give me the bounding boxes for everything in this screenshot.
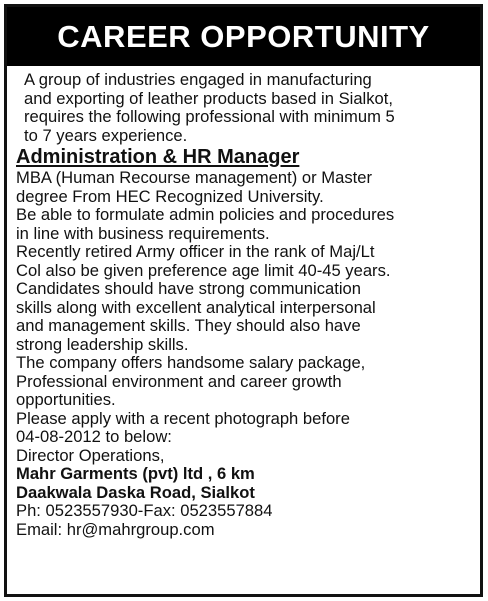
intro-line: to 7 years experience.: [24, 125, 188, 145]
body-line: Be able to formulate admin policies and procedures: [16, 205, 395, 224]
phone-fax: Ph: 0523557930-Fax: 0523557884: [16, 501, 273, 520]
contact-block: [16, 465, 474, 539]
body-line: skills along with excellent analytical interpersonal: [16, 297, 376, 317]
body-line: Recently retired Army officer in the rank of Maj/Lt: [16, 242, 375, 261]
body-line: in line with business requirements.: [16, 223, 270, 243]
intro-paragraph: [16, 71, 474, 145]
body-line: 04-08-2012 to below:: [16, 427, 172, 446]
intro-line: and exporting of leather products based in Sialkot,: [24, 88, 393, 108]
banner-heading: CAREER OPPORTUNITY: [7, 7, 480, 66]
body-line: Candidates should have strong communication: [16, 279, 361, 298]
body-line: Director Operations,: [16, 445, 165, 465]
body-line: strong leadership skills.: [16, 334, 189, 354]
body-line: Please apply with a recent photograph before: [16, 408, 350, 428]
body-line: and management skills. They should also have: [16, 316, 361, 335]
body-line: Col also be given preference age limit 40-45 years.: [16, 260, 391, 280]
job-advertisement: [4, 4, 483, 597]
intro-line: requires the following professional with minimum 5: [24, 107, 395, 126]
intro-line: A group of industries engaged in manufacturing: [24, 70, 372, 89]
company-name: Mahr Garments (pvt) ltd , 6 km: [16, 464, 255, 483]
requirements-body: [16, 169, 474, 465]
position-title: Administration & HR Manager: [16, 146, 300, 168]
email-address: Email: hr@mahrgroup.com: [16, 519, 215, 539]
body-line: Professional environment and career growth: [16, 371, 342, 391]
body-line: The company offers handsome salary package,: [16, 353, 366, 372]
ad-content: [7, 66, 480, 539]
body-line: opportunities.: [16, 390, 116, 409]
body-line: MBA (Human Recourse management) or Master: [16, 168, 372, 187]
body-line: degree From HEC Recognized University.: [16, 186, 324, 206]
company-address: Daakwala Daska Road, Sialkot: [16, 482, 255, 502]
